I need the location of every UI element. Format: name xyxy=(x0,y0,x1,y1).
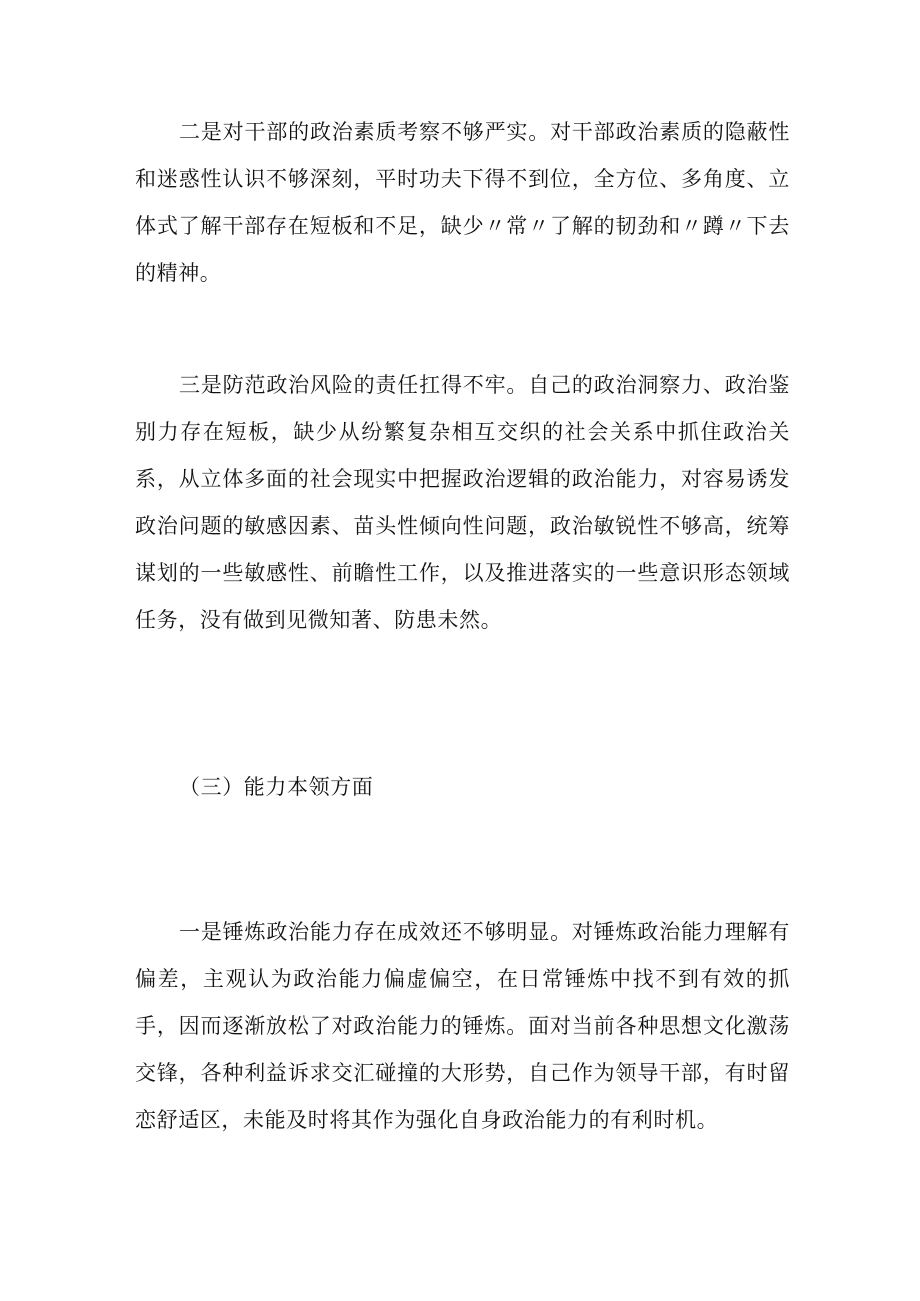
section-heading-ability: （三）能力本领方面 xyxy=(179,775,374,799)
paragraph-cadre-political-quality: 二是对干部的政治素质考察不够严实。对干部政治素质的隐蔽性和迷惑性认识不够深刻，平时功夫下得不到位，全方位、多角度、立体式了解干部存在短板和不足，缺少〃常〃了解的韧劲和〃蹲〃下去的精神。 xyxy=(135,120,790,285)
paragraph-political-ability: 一是锤炼政治能力存在成效还不够明显。对锤炼政治能力理解有偏差，主观认为政治能力偏虚偏空，在日常锤炼中找不到有效的抓手，因而逐渐放松了对政治能力的锤炼。面对当前各种思想文化激荡交锋，各种利益诉求交汇碰撞的大形势，自己作为领导干部，有时留恋舒适区，未能及时将其作为强化自身政治能力的有利时机。 xyxy=(135,920,790,1132)
paragraph-political-risk: 三是防范政治风险的责任扛得不牢。自己的政治洞察力、政治鉴别力存在短板，缺少从纷繁复杂相互交织的社会关系中抓住政治关系，从立体多面的社会现实中把握政治逻辑的政治能力，对容易诱发政治问题的敏感因素、苗头性倾向性问题，政治敏锐性不够高，统筹谋划的一些敏感性、前瞻性工作，以及推进落实的一些意识形态领域任务，没有做到见微知著、防患未然。 xyxy=(135,373,790,632)
